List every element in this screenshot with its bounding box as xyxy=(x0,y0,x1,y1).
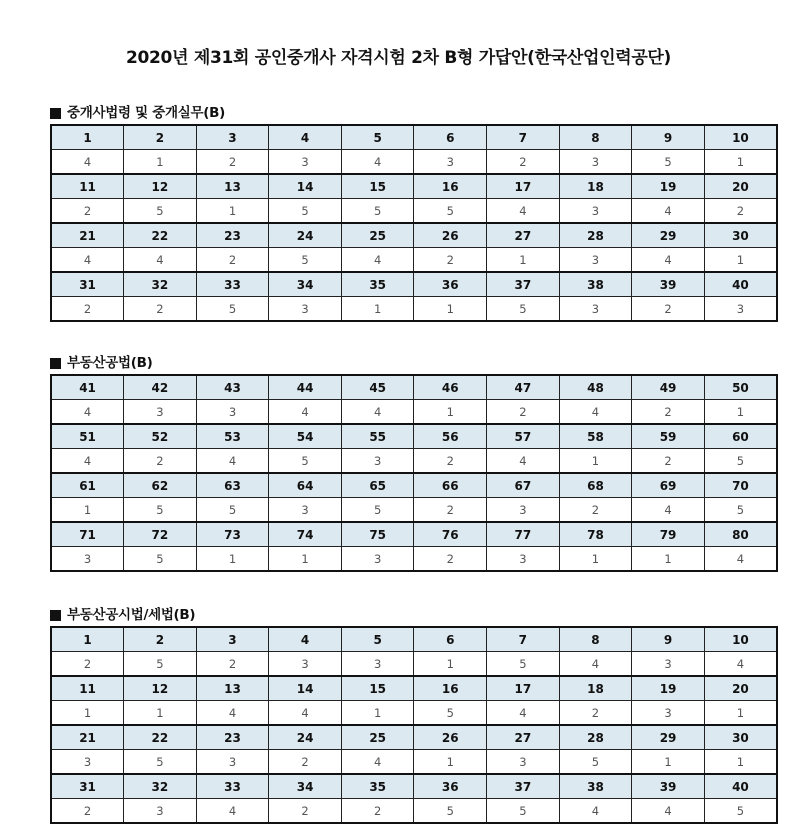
answer-cell: 2 xyxy=(632,297,705,322)
answer-cell: 5 xyxy=(269,449,342,474)
answer-cell: 4 xyxy=(269,701,342,726)
question-number-row xyxy=(51,424,777,449)
answer-cell: 5 xyxy=(196,297,269,322)
answer-cell: 5 xyxy=(124,750,197,775)
question-number-row xyxy=(51,375,777,400)
answer-row xyxy=(51,498,777,523)
answer-cell: 3 xyxy=(269,498,342,523)
answer-row xyxy=(51,248,777,273)
question-number-row xyxy=(51,774,777,799)
question-number-cell: 27 xyxy=(487,223,560,248)
answer-cell: 5 xyxy=(704,498,777,523)
question-number-cell: 72 xyxy=(124,522,197,547)
question-number-cell: 38 xyxy=(559,272,632,297)
question-number-cell: 12 xyxy=(124,174,197,199)
question-number-cell: 3 xyxy=(196,125,269,150)
question-number-row xyxy=(51,174,777,199)
question-number-cell: 45 xyxy=(341,375,414,400)
answer-cell: 1 xyxy=(414,400,487,425)
answer-cell: 4 xyxy=(559,799,632,824)
answer-cell: 4 xyxy=(559,400,632,425)
answer-cell: 3 xyxy=(269,150,342,175)
answer-cell: 3 xyxy=(632,701,705,726)
question-number-cell: 39 xyxy=(632,774,705,799)
answer-table xyxy=(50,626,778,824)
question-number-cell: 28 xyxy=(559,223,632,248)
answer-cell: 4 xyxy=(341,400,414,425)
section-brokerage-law xyxy=(50,104,778,322)
question-number-cell: 50 xyxy=(704,375,777,400)
question-number-cell: 22 xyxy=(124,223,197,248)
question-number-cell: 80 xyxy=(704,522,777,547)
question-number-cell: 79 xyxy=(632,522,705,547)
answer-cell: 2 xyxy=(51,799,124,824)
answer-cell: 1 xyxy=(196,547,269,572)
question-number-cell: 55 xyxy=(341,424,414,449)
answer-cell: 2 xyxy=(632,400,705,425)
question-number-cell: 14 xyxy=(269,676,342,701)
question-number-cell: 21 xyxy=(51,223,124,248)
answer-cell: 4 xyxy=(341,750,414,775)
question-number-cell: 24 xyxy=(269,223,342,248)
question-number-cell: 35 xyxy=(341,272,414,297)
answer-cell: 3 xyxy=(487,547,560,572)
question-number-cell: 11 xyxy=(51,676,124,701)
answer-cell: 2 xyxy=(51,652,124,677)
answer-cell: 3 xyxy=(269,297,342,322)
question-number-cell: 38 xyxy=(559,774,632,799)
question-number-cell: 66 xyxy=(414,473,487,498)
answer-cell: 3 xyxy=(51,547,124,572)
answer-cell: 3 xyxy=(559,199,632,224)
answer-cell: 4 xyxy=(632,498,705,523)
answer-cell: 2 xyxy=(414,498,487,523)
question-number-cell: 76 xyxy=(414,522,487,547)
question-number-row xyxy=(51,725,777,750)
answer-cell: 5 xyxy=(124,652,197,677)
question-number-cell: 37 xyxy=(487,774,560,799)
question-number-cell: 25 xyxy=(341,725,414,750)
answer-cell: 4 xyxy=(559,652,632,677)
answer-cell: 2 xyxy=(124,297,197,322)
answer-cell: 4 xyxy=(632,799,705,824)
section-title-text: 부동산공법(B) xyxy=(67,355,153,371)
answer-cell: 4 xyxy=(341,150,414,175)
question-number-cell: 24 xyxy=(269,725,342,750)
question-number-cell: 68 xyxy=(559,473,632,498)
answer-cell: 5 xyxy=(487,652,560,677)
question-number-cell: 16 xyxy=(414,174,487,199)
answer-cell: 1 xyxy=(341,297,414,322)
answer-cell: 1 xyxy=(51,498,124,523)
answer-cell: 5 xyxy=(559,750,632,775)
question-number-cell: 29 xyxy=(632,223,705,248)
question-number-cell: 31 xyxy=(51,272,124,297)
question-number-cell: 17 xyxy=(487,676,560,701)
answer-row xyxy=(51,199,777,224)
answer-cell: 4 xyxy=(51,400,124,425)
question-number-cell: 44 xyxy=(269,375,342,400)
answer-cell: 2 xyxy=(341,799,414,824)
answer-cell: 4 xyxy=(487,449,560,474)
section-registration-tax-law xyxy=(50,606,778,824)
question-number-cell: 71 xyxy=(51,522,124,547)
page-title: 2020년 제31회 공인중개사 자격시험 2차 B형 가답안(한국산업인력공단) xyxy=(125,48,672,68)
question-number-cell: 34 xyxy=(269,774,342,799)
answer-cell: 1 xyxy=(559,449,632,474)
question-number-cell: 26 xyxy=(414,725,487,750)
answer-cell: 1 xyxy=(341,701,414,726)
answer-cell: 1 xyxy=(632,750,705,775)
answer-cell: 1 xyxy=(487,248,560,273)
answer-cell: 2 xyxy=(269,799,342,824)
answer-row xyxy=(51,297,777,322)
answer-cell: 4 xyxy=(341,248,414,273)
answer-cell: 2 xyxy=(196,150,269,175)
question-number-cell: 77 xyxy=(487,522,560,547)
question-number-cell: 58 xyxy=(559,424,632,449)
answer-cell: 5 xyxy=(704,449,777,474)
answer-cell: 4 xyxy=(487,199,560,224)
answer-cell: 2 xyxy=(124,449,197,474)
question-number-cell: 23 xyxy=(196,223,269,248)
square-bullet-icon xyxy=(50,358,61,369)
square-bullet-icon xyxy=(50,610,61,621)
answer-cell: 4 xyxy=(196,701,269,726)
answer-cell: 3 xyxy=(124,799,197,824)
answer-row xyxy=(51,799,777,824)
question-number-cell: 5 xyxy=(341,627,414,652)
question-number-cell: 36 xyxy=(414,774,487,799)
answer-cell: 1 xyxy=(124,701,197,726)
question-number-cell: 20 xyxy=(704,174,777,199)
answer-cell: 4 xyxy=(632,199,705,224)
question-number-row xyxy=(51,125,777,150)
answer-cell: 5 xyxy=(341,498,414,523)
answer-cell: 1 xyxy=(269,547,342,572)
question-number-cell: 78 xyxy=(559,522,632,547)
answer-cell: 1 xyxy=(414,652,487,677)
answer-cell: 4 xyxy=(196,799,269,824)
question-number-cell: 64 xyxy=(269,473,342,498)
question-number-cell: 59 xyxy=(632,424,705,449)
question-number-cell: 70 xyxy=(704,473,777,498)
answer-cell: 4 xyxy=(704,652,777,677)
section-title-text: 부동산공시법/세법(B) xyxy=(67,607,196,623)
question-number-cell: 73 xyxy=(196,522,269,547)
answer-cell: 5 xyxy=(632,150,705,175)
answer-cell: 1 xyxy=(704,750,777,775)
answer-cell: 2 xyxy=(51,199,124,224)
answer-cell: 3 xyxy=(487,498,560,523)
answer-cell: 3 xyxy=(414,150,487,175)
question-number-cell: 11 xyxy=(51,174,124,199)
question-number-row xyxy=(51,272,777,297)
answer-cell: 1 xyxy=(704,150,777,175)
answer-cell: 1 xyxy=(632,547,705,572)
question-number-cell: 25 xyxy=(341,223,414,248)
answer-cell: 3 xyxy=(196,400,269,425)
answer-cell: 2 xyxy=(269,750,342,775)
question-number-cell: 1 xyxy=(51,125,124,150)
answer-cell: 4 xyxy=(51,150,124,175)
answer-row xyxy=(51,150,777,175)
answer-cell: 3 xyxy=(341,652,414,677)
question-number-cell: 18 xyxy=(559,676,632,701)
question-number-cell: 21 xyxy=(51,725,124,750)
question-number-cell: 42 xyxy=(124,375,197,400)
question-number-cell: 33 xyxy=(196,774,269,799)
question-number-cell: 19 xyxy=(632,676,705,701)
question-number-cell: 10 xyxy=(704,125,777,150)
question-number-cell: 52 xyxy=(124,424,197,449)
question-number-cell: 39 xyxy=(632,272,705,297)
question-number-cell: 37 xyxy=(487,272,560,297)
answer-cell: 3 xyxy=(704,297,777,322)
question-number-cell: 32 xyxy=(124,272,197,297)
question-number-cell: 18 xyxy=(559,174,632,199)
question-number-cell: 75 xyxy=(341,522,414,547)
answer-cell: 4 xyxy=(487,701,560,726)
answer-cell: 5 xyxy=(196,498,269,523)
question-number-cell: 3 xyxy=(196,627,269,652)
answer-cell: 5 xyxy=(124,199,197,224)
question-number-cell: 56 xyxy=(414,424,487,449)
answer-cell: 5 xyxy=(341,199,414,224)
question-number-cell: 27 xyxy=(487,725,560,750)
question-number-cell: 1 xyxy=(51,627,124,652)
question-number-cell: 29 xyxy=(632,725,705,750)
answer-cell: 3 xyxy=(51,750,124,775)
question-number-row xyxy=(51,627,777,652)
question-number-cell: 36 xyxy=(414,272,487,297)
question-number-cell: 60 xyxy=(704,424,777,449)
question-number-cell: 40 xyxy=(704,272,777,297)
answer-cell: 4 xyxy=(704,547,777,572)
question-number-row xyxy=(51,522,777,547)
answer-row xyxy=(51,701,777,726)
question-number-cell: 9 xyxy=(632,627,705,652)
answer-cell: 5 xyxy=(487,297,560,322)
answer-row xyxy=(51,547,777,572)
section-title xyxy=(50,606,778,624)
answer-cell: 5 xyxy=(269,199,342,224)
answer-cell: 2 xyxy=(487,400,560,425)
question-number-cell: 15 xyxy=(341,174,414,199)
answer-cell: 2 xyxy=(196,248,269,273)
answer-cell: 2 xyxy=(704,199,777,224)
answer-cell: 1 xyxy=(196,199,269,224)
question-number-cell: 19 xyxy=(632,174,705,199)
answer-cell: 1 xyxy=(704,701,777,726)
question-number-cell: 9 xyxy=(632,125,705,150)
answer-cell: 3 xyxy=(559,150,632,175)
question-number-cell: 30 xyxy=(704,725,777,750)
question-number-cell: 63 xyxy=(196,473,269,498)
question-number-cell: 46 xyxy=(414,375,487,400)
answer-cell: 4 xyxy=(51,248,124,273)
answer-cell: 2 xyxy=(559,701,632,726)
answer-cell: 3 xyxy=(341,547,414,572)
question-number-cell: 16 xyxy=(414,676,487,701)
answer-cell: 1 xyxy=(704,400,777,425)
question-number-cell: 26 xyxy=(414,223,487,248)
question-number-cell: 6 xyxy=(414,627,487,652)
question-number-cell: 34 xyxy=(269,272,342,297)
answer-table xyxy=(50,374,778,572)
answer-cell: 2 xyxy=(487,150,560,175)
question-number-cell: 7 xyxy=(487,125,560,150)
answer-row xyxy=(51,750,777,775)
answer-cell: 5 xyxy=(269,248,342,273)
answer-cell: 3 xyxy=(559,297,632,322)
question-number-cell: 62 xyxy=(124,473,197,498)
answer-cell: 2 xyxy=(414,449,487,474)
question-number-cell: 20 xyxy=(704,676,777,701)
question-number-cell: 15 xyxy=(341,676,414,701)
answer-cell: 4 xyxy=(196,449,269,474)
question-number-row xyxy=(51,676,777,701)
question-number-cell: 22 xyxy=(124,725,197,750)
answer-cell: 3 xyxy=(124,400,197,425)
question-number-cell: 54 xyxy=(269,424,342,449)
question-number-cell: 49 xyxy=(632,375,705,400)
question-number-cell: 2 xyxy=(124,125,197,150)
question-number-cell: 4 xyxy=(269,627,342,652)
answer-cell: 3 xyxy=(341,449,414,474)
section-real-estate-public-law xyxy=(50,354,778,572)
question-number-cell: 17 xyxy=(487,174,560,199)
question-number-cell: 10 xyxy=(704,627,777,652)
question-number-cell: 57 xyxy=(487,424,560,449)
question-number-cell: 35 xyxy=(341,774,414,799)
question-number-cell: 74 xyxy=(269,522,342,547)
answer-cell: 2 xyxy=(414,248,487,273)
answer-cell: 2 xyxy=(196,652,269,677)
answer-cell: 1 xyxy=(124,150,197,175)
section-title-text: 중개사법령 및 중개실무(B) xyxy=(67,105,225,121)
question-number-cell: 7 xyxy=(487,627,560,652)
question-number-cell: 8 xyxy=(559,627,632,652)
answer-cell: 4 xyxy=(124,248,197,273)
answer-cell: 3 xyxy=(269,652,342,677)
answer-cell: 1 xyxy=(414,297,487,322)
answer-cell: 4 xyxy=(269,400,342,425)
question-number-cell: 65 xyxy=(341,473,414,498)
question-number-cell: 8 xyxy=(559,125,632,150)
answer-cell: 5 xyxy=(487,799,560,824)
question-number-cell: 47 xyxy=(487,375,560,400)
answer-cell: 2 xyxy=(414,547,487,572)
answer-cell: 2 xyxy=(559,498,632,523)
answer-cell: 3 xyxy=(632,652,705,677)
question-number-cell: 40 xyxy=(704,774,777,799)
answer-cell: 5 xyxy=(124,498,197,523)
section-title xyxy=(50,104,778,122)
question-number-cell: 30 xyxy=(704,223,777,248)
answer-cell: 4 xyxy=(632,248,705,273)
answer-table xyxy=(50,124,778,322)
question-number-cell: 12 xyxy=(124,676,197,701)
answer-cell: 1 xyxy=(51,701,124,726)
question-number-cell: 28 xyxy=(559,725,632,750)
question-number-cell: 23 xyxy=(196,725,269,750)
answer-cell: 2 xyxy=(632,449,705,474)
answer-cell: 3 xyxy=(559,248,632,273)
answer-row xyxy=(51,652,777,677)
answer-cell: 3 xyxy=(196,750,269,775)
question-number-cell: 5 xyxy=(341,125,414,150)
answer-row xyxy=(51,400,777,425)
question-number-cell: 48 xyxy=(559,375,632,400)
question-number-cell: 61 xyxy=(51,473,124,498)
question-number-cell: 69 xyxy=(632,473,705,498)
square-bullet-icon xyxy=(50,108,61,119)
answer-cell: 3 xyxy=(487,750,560,775)
question-number-cell: 14 xyxy=(269,174,342,199)
answer-cell: 1 xyxy=(414,750,487,775)
question-number-cell: 2 xyxy=(124,627,197,652)
section-title xyxy=(50,354,778,372)
question-number-cell: 13 xyxy=(196,676,269,701)
question-number-row xyxy=(51,223,777,248)
answer-cell: 5 xyxy=(414,199,487,224)
question-number-cell: 31 xyxy=(51,774,124,799)
answer-cell: 5 xyxy=(704,799,777,824)
question-number-cell: 41 xyxy=(51,375,124,400)
question-number-row xyxy=(51,473,777,498)
question-number-cell: 51 xyxy=(51,424,124,449)
question-number-cell: 4 xyxy=(269,125,342,150)
answer-row xyxy=(51,449,777,474)
question-number-cell: 43 xyxy=(196,375,269,400)
question-number-cell: 13 xyxy=(196,174,269,199)
question-number-cell: 53 xyxy=(196,424,269,449)
answer-cell: 5 xyxy=(124,547,197,572)
answer-cell: 4 xyxy=(51,449,124,474)
question-number-cell: 67 xyxy=(487,473,560,498)
answer-cell: 1 xyxy=(704,248,777,273)
question-number-cell: 6 xyxy=(414,125,487,150)
question-number-cell: 32 xyxy=(124,774,197,799)
answer-cell: 1 xyxy=(559,547,632,572)
question-number-cell: 33 xyxy=(196,272,269,297)
answer-cell: 5 xyxy=(414,799,487,824)
answer-cell: 2 xyxy=(51,297,124,322)
answer-cell: 5 xyxy=(414,701,487,726)
